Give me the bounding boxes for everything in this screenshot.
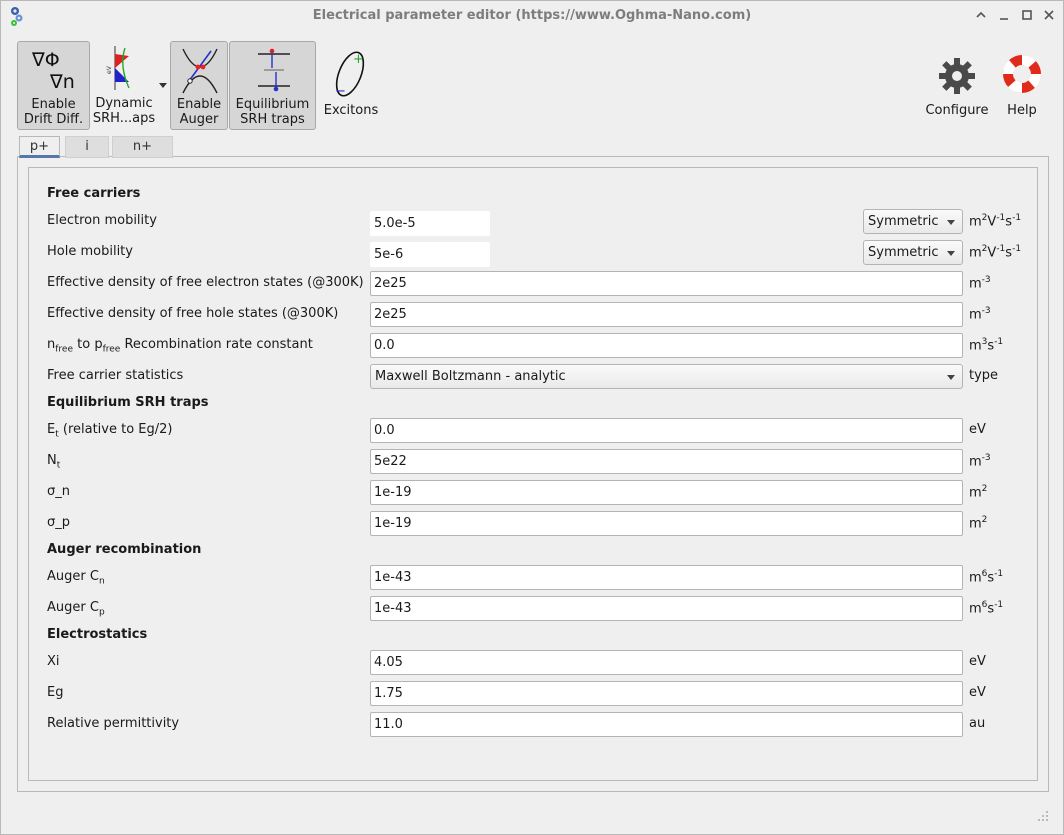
hole-mobility-mode-select[interactable]: [863, 240, 963, 265]
electron-mobility-label: Electron mobility: [47, 213, 157, 228]
help-label: Help: [1007, 103, 1037, 118]
dynamic-srh-traps-button[interactable]: [91, 41, 157, 130]
chevron-down-icon: [947, 251, 955, 256]
drift-diffusion-icon: [30, 46, 80, 90]
svg-text:∇n: ∇n: [50, 71, 75, 90]
statistics-label: Free carrier statistics: [47, 368, 184, 383]
hole-mobility-mode-value: Symmetric: [868, 245, 939, 260]
electron-mobility-mode-value: Symmetric: [868, 214, 939, 229]
close-icon[interactable]: [1041, 7, 1057, 23]
enable-drift-diff-button[interactable]: [17, 41, 90, 130]
section-electrostatics: Electrostatics: [47, 627, 148, 642]
auger-cn-input[interactable]: 1e-43: [370, 565, 963, 590]
eg-input[interactable]: 1.75: [370, 681, 963, 706]
statistics-select[interactable]: [370, 364, 963, 389]
electron-mobility-unit: $m^2V^{-1}s^{-1}$: [969, 213, 1022, 230]
drift-diff-line1: Enable: [31, 97, 76, 112]
permittivity-unit: au: [969, 716, 986, 731]
svg-text:+: +: [353, 52, 364, 67]
sigma-p-input[interactable]: 1e-19: [370, 511, 963, 536]
eff-dens-hole-label: Effective density of free hole states (@300K): [47, 306, 339, 321]
svg-text:∇Φ: ∇Φ: [32, 49, 60, 71]
xi-input[interactable]: 4.05: [370, 650, 963, 675]
statistics-value: Maxwell Boltzmann - analytic: [375, 369, 566, 384]
auger-cn-label: Auger $C_n$: [47, 569, 105, 587]
et-unit: eV: [969, 422, 986, 437]
section-free-carriers: Free carriers: [47, 186, 141, 201]
eg-unit: eV: [969, 685, 986, 700]
hole-mobility-unit: $m^2V^{-1}s^{-1}$: [969, 244, 1022, 261]
eg-label: Eg: [47, 685, 64, 700]
title-bar: [1, 1, 1063, 31]
resize-grip-icon[interactable]: [1037, 810, 1049, 822]
recomb-rate-input[interactable]: 0.0: [370, 333, 963, 358]
sigma-p-label: σ_p: [47, 515, 70, 530]
nt-input[interactable]: 5e22: [370, 449, 963, 474]
eff-dens-electron-input[interactable]: 2e25: [370, 271, 963, 296]
et-label: $E_t$ (relative to Eg/2): [47, 422, 173, 440]
permittivity-input[interactable]: 11.0: [370, 712, 963, 737]
minimize-icon[interactable]: [996, 7, 1012, 23]
sigma-n-unit: $m^2$: [969, 484, 988, 501]
enable-auger-button[interactable]: [170, 41, 228, 130]
lifebuoy-help-icon: [1000, 52, 1044, 96]
auger-line2: Auger: [179, 112, 219, 127]
nt-unit: $m^{-3}$: [969, 453, 991, 470]
svg-text:−: −: [335, 84, 346, 99]
recomb-rate-label: $n_{free}$ to $p_{free}$ Recombination rate constant: [47, 337, 313, 355]
chevron-down-icon: [947, 375, 955, 380]
equilibrium-srh-traps-button[interactable]: [229, 41, 316, 130]
configure-button[interactable]: [922, 41, 992, 130]
sigma-n-input[interactable]: 1e-19: [370, 480, 963, 505]
auger-cp-input[interactable]: 1e-43: [370, 596, 963, 621]
section-eq-srh-traps: Equilibrium SRH traps: [47, 395, 209, 410]
maximize-icon[interactable]: [1019, 7, 1035, 23]
dynamic-srh-line2: SRH...aps: [92, 111, 156, 126]
auger-band-icon: [177, 45, 223, 95]
gear-icon: [938, 57, 976, 95]
electron-mobility-input[interactable]: 5.0e-5: [370, 211, 490, 236]
tab-p-plus[interactable]: p+: [19, 136, 60, 158]
eff-dens-electron-unit: $m^{-3}$: [969, 275, 991, 292]
eq-srh-line2: SRH traps: [240, 112, 305, 127]
eff-dens-hole-input[interactable]: 2e25: [370, 302, 963, 327]
exciton-ellipse-icon: [331, 47, 371, 99]
sigma-n-label: σ_n: [47, 484, 70, 499]
srh-band-icon: [105, 44, 143, 92]
excitons-label: Excitons: [323, 103, 379, 118]
eq-srh-line1: Equilibrium: [235, 97, 310, 112]
window-title: Electrical parameter editor (https://www.Oghma-Nano.com): [312, 8, 752, 23]
statistics-unit: type: [969, 368, 999, 383]
xi-unit: eV: [969, 654, 986, 669]
sigma-p-unit: $m^2$: [969, 515, 988, 532]
excitons-button[interactable]: [319, 41, 383, 130]
auger-cp-unit: $m^6s^{-1}$: [969, 600, 1004, 617]
permittivity-label: Relative permittivity: [47, 716, 180, 731]
nt-label: $N_t$: [47, 453, 61, 471]
section-auger: Auger recombination: [47, 542, 202, 557]
dynamic-srh-line1: Dynamic: [95, 96, 153, 111]
configure-label: Configure: [925, 103, 989, 118]
et-input[interactable]: 0.0: [370, 418, 963, 443]
auger-cp-label: Auger $C_p$: [47, 600, 105, 618]
chevron-down-icon: [947, 220, 955, 225]
recomb-rate-unit: $m^3s^{-1}$: [969, 337, 1004, 354]
eff-dens-electron-label: Effective density of free electron states (@300K): [47, 275, 364, 290]
minimize-chevron-icon[interactable]: [973, 7, 989, 23]
trap-levels-icon: [254, 46, 294, 94]
svg-text:eV: eV: [106, 66, 113, 74]
hole-mobility-input[interactable]: 5e-6: [370, 242, 490, 267]
xi-label: Xi: [47, 654, 60, 669]
auger-cn-unit: $m^6s^{-1}$: [969, 569, 1004, 586]
hole-mobility-label: Hole mobility: [47, 244, 133, 259]
dynamic-srh-menu-arrow-icon[interactable]: [159, 83, 167, 88]
tab-i[interactable]: i: [65, 136, 109, 158]
tab-n-plus[interactable]: n+: [112, 136, 173, 158]
electron-mobility-mode-select[interactable]: [863, 209, 963, 234]
auger-line1: Enable: [176, 97, 222, 112]
help-button[interactable]: [995, 41, 1049, 130]
eff-dens-hole-unit: $m^{-3}$: [969, 306, 991, 323]
drift-diff-line2: Drift Diff.: [23, 112, 84, 127]
